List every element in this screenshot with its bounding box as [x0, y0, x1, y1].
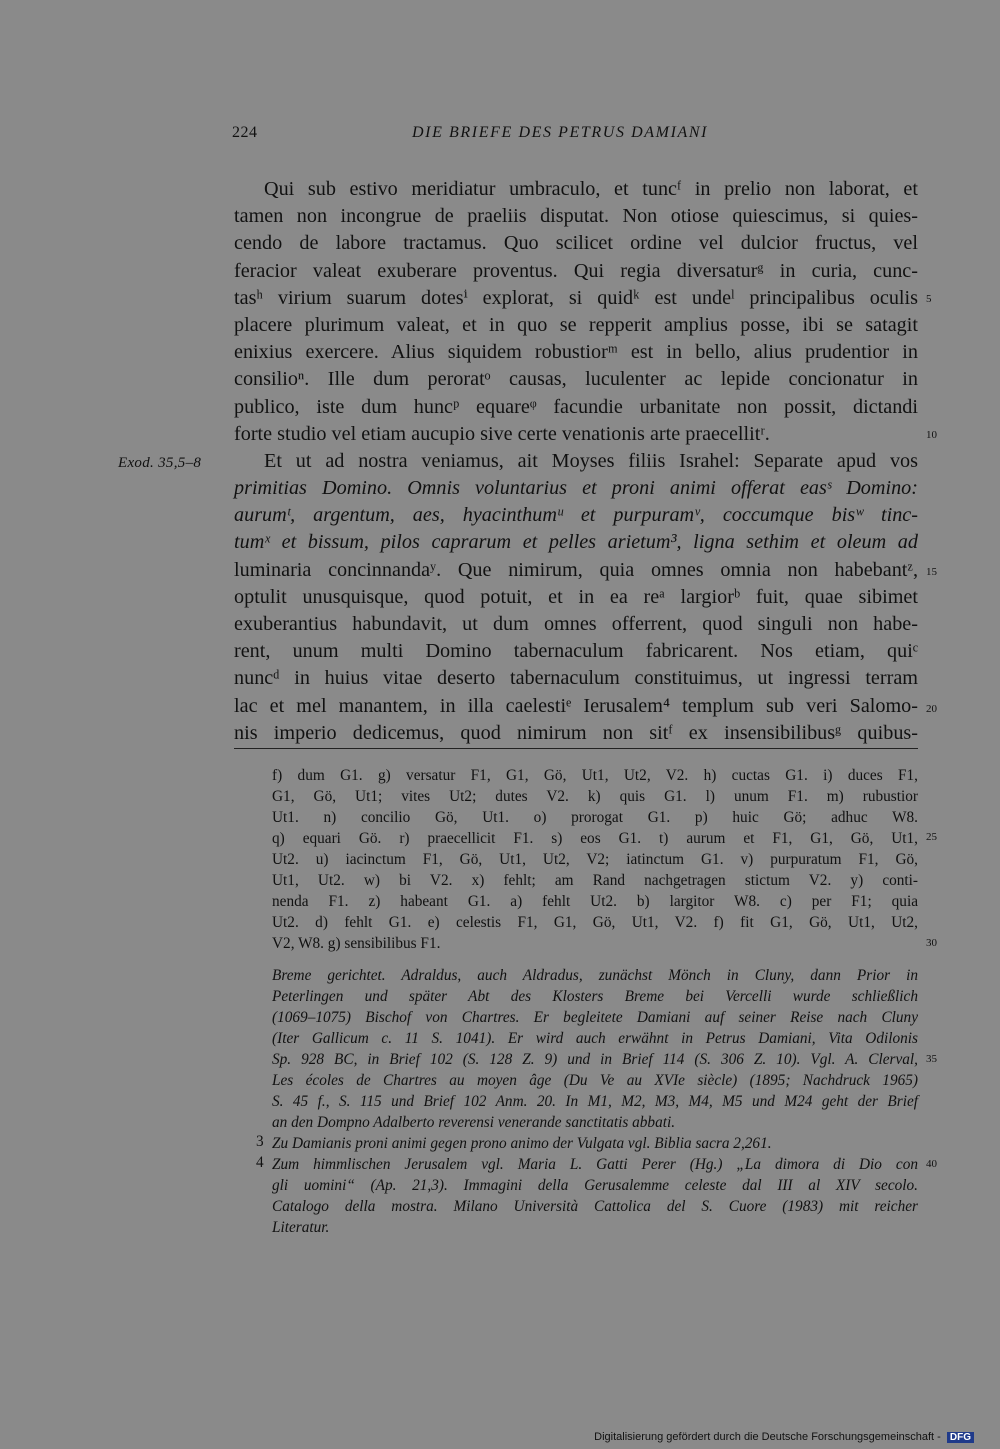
text-line: rent, unum multi Domino tabernaculum fabricarent. Nos etiam, quiᶜ [234, 640, 918, 663]
commentary-line: (1069–1075) Bischof von Chartres. Er begleitete Damiani auf seiner Reise nach Cluny [272, 1009, 918, 1026]
text-line: lac et mel manantem, in illa caelestiᵉ Ierusalem⁴ templum sub veri Salomo- [234, 694, 918, 717]
apparatus-line: V2, W8. g) sensibilibus F1. [272, 935, 441, 952]
line-number: 20 [926, 703, 937, 715]
page-number: 224 [232, 124, 258, 141]
digitization-footer [594, 1431, 974, 1443]
text-line: tamen non incongrue de praeliis disputat. Non otiose quiescimus, si quies- [234, 205, 918, 228]
line-number: 35 [926, 1053, 937, 1065]
commentary-line: Les écoles de Chartres au moyen âge (Du Ve au XVIe siècle) (1895; Nachdruck 1965) [272, 1072, 918, 1089]
apparatus-line: Ut1. n) concilio Gö, Ut1. o) prorogat G1. p) huic Gö; adhuc W8. [272, 809, 918, 826]
critical-apparatus [272, 765, 918, 954]
commentary-line: Breme gerichtet. Adraldus, auch Aldradus, zunächst Mönch in Cluny, dann Prior in [272, 967, 918, 984]
apparatus-line: f) dum G1. g) versatur F1, G1, Gö, Ut1, Ut2, V2. h) cuctas G1. i) duces F1, [272, 767, 918, 784]
commentary-line: Peterlingen und später Abt des Klosters Breme bei Vercelli wurde schließlich [272, 988, 918, 1005]
text-line: enixius exercere. Alius siquidem robustiorᵐ est in bello, alius prudentior in [234, 341, 918, 364]
text-line: luminaria concinnandaʸ. Que nimirum, quia omnes omnia non habebantᶻ, [234, 558, 918, 581]
text-line: primitias Domino. Omnis voluntarius et proni animi offerat easˢ Domino: [234, 477, 918, 500]
running-title: DIE BRIEFE DES PETRUS DAMIANI [412, 124, 709, 141]
text-line: Et ut ad nostra veniamus, ait Moyses filiis Israhel: Separate apud vos [264, 449, 918, 472]
footnote-4-line: Catalogo della mostra. Milano Università Cattolica del S. Cuore (1983) mit reicher [272, 1198, 918, 1215]
footer-text: Digitalisierung gefördert durch die Deutsche Forschungsgemeinschaft - [594, 1431, 941, 1443]
footnote-4-line: Zum himmlischen Jerusalem vgl. Maria L. Gatti Perer (Hg.) „La dimora di Dio con [272, 1156, 918, 1173]
text-line: aurumᵗ, argentum, aes, hyacinthumᵘ et purpuramᵛ, coccumque bisʷ tinc- [234, 504, 918, 527]
separator-rule [234, 748, 918, 749]
commentary-line: (Iter Gallicum c. 11 S. 1041). Er wird auch erwähnt in Petrus Damiani, Vita Odilonis [272, 1030, 918, 1047]
margin-reference: Exod. 35,5–8 [118, 455, 202, 471]
line-number: 40 [926, 1158, 937, 1170]
footnote-3: Zu Damianis proni animi gegen prono animo der Vulgata vgl. Biblia sacra 2,261. [272, 1135, 772, 1152]
text-line: optulit unusquisque, quod potuit, et in ea reᵃ largiorᵇ fuit, quae sibimet [234, 585, 918, 608]
footnote-4-line: gli uomini“ (Ap. 21,3). Immagini della Gerusalemme celeste dal III al XIV secolo. [272, 1177, 918, 1194]
apparatus-line: Ut2. u) iacinctum F1, Gö, Ut1, Ut2, V2; iatinctum G1. v) purpuratum F1, Gö, [272, 851, 918, 868]
commentary [272, 965, 918, 1238]
text-line: cendo de labore tractamus. Quo scilicet ordine vel dulcior fructus, vel [234, 232, 918, 255]
line-number: 10 [926, 429, 937, 441]
apparatus-line: Ut1, Ut2. w) bi V2. x) fehlt; am Rand nachgetragen stictum V2. y) conti- [272, 872, 918, 889]
text-line: nuncᵈ in huius vitae deserto tabernaculum constituimus, ut ingressi terram [234, 667, 918, 690]
line-number: 25 [926, 831, 937, 843]
text-line: publico, iste dum huncᵖ equareᵠ facundie urbanitate non possit, dictandi [234, 395, 918, 418]
text-line: feracior valeat exuberare proventus. Qui regia diversaturᵍ in curia, cunc- [234, 259, 918, 282]
footnote-4-line: Literatur. [272, 1219, 330, 1236]
text-line: forte studio vel etiam aucupio sive certe venationis arte praecellitʳ. [234, 422, 770, 445]
text-line: tumˣ et bissum, pilos caprarum et pelles arietum³, ligna sethim et oleum ad [234, 531, 918, 554]
commentary-line: S. 45 f., S. 115 und Brief 102 Anm. 20. In M1, M2, M3, M4, M5 und M24 geht der Brief [272, 1093, 918, 1110]
commentary-line: an den Dompno Adalberto reverensi venerande sanctitatis abbati. [272, 1114, 676, 1131]
main-text [234, 176, 918, 747]
apparatus-line: Ut2. d) fehlt G1. e) celestis F1, G1, Gö, Ut1, V2. f) fit G1, Gö, Ut1, Ut2, [272, 914, 918, 931]
line-number: 30 [926, 937, 937, 949]
dfg-logo: DFG [947, 1432, 974, 1443]
text-line: tasʰ virium suarum dotesⁱ explorat, si quidᵏ est undeˡ principalibus oculis [234, 286, 918, 309]
text-line: exuberantius habundavit, ut dum omnes offerrent, quod singuli non habe- [234, 613, 918, 635]
commentary-line: Sp. 928 BC, in Brief 102 (S. 128 Z. 9) und in Brief 114 (S. 306 Z. 10). Vgl. A. Clerval, [272, 1051, 918, 1068]
line-number: 5 [926, 293, 932, 305]
text-line: nis imperio dedicemus, quod nimirum non sitᶠ ex insensibilibusᵍ quibus- [234, 721, 918, 744]
text-line: consilioⁿ. Ille dum peroratᵒ causas, luculenter ac lepide concionatur in [234, 368, 918, 391]
apparatus-line: q) equari Gö. r) praecellicit F1. s) eos G1. t) aurum et F1, G1, Gö, Ut1, [272, 830, 918, 847]
text-line: Qui sub estivo meridiatur umbraculo, et tuncᶠ in prelio non laborat, et [264, 178, 918, 200]
text-line: placere plurimum valeat, et in quo se repperit amplius posse, ibi se satagit [234, 313, 918, 336]
footnote-number: 3 [256, 1133, 264, 1150]
line-number: 15 [926, 566, 937, 578]
footnote-number: 4 [256, 1154, 264, 1171]
apparatus-line: nenda F1. z) habeant G1. a) fehlt Ut2. b) largitor W8. c) per F1; quia [272, 893, 918, 910]
apparatus-line: G1, Gö, Ut1; vites Ut2; dutes V2. k) quis G1. l) unum F1. m) rubustior [272, 788, 918, 805]
